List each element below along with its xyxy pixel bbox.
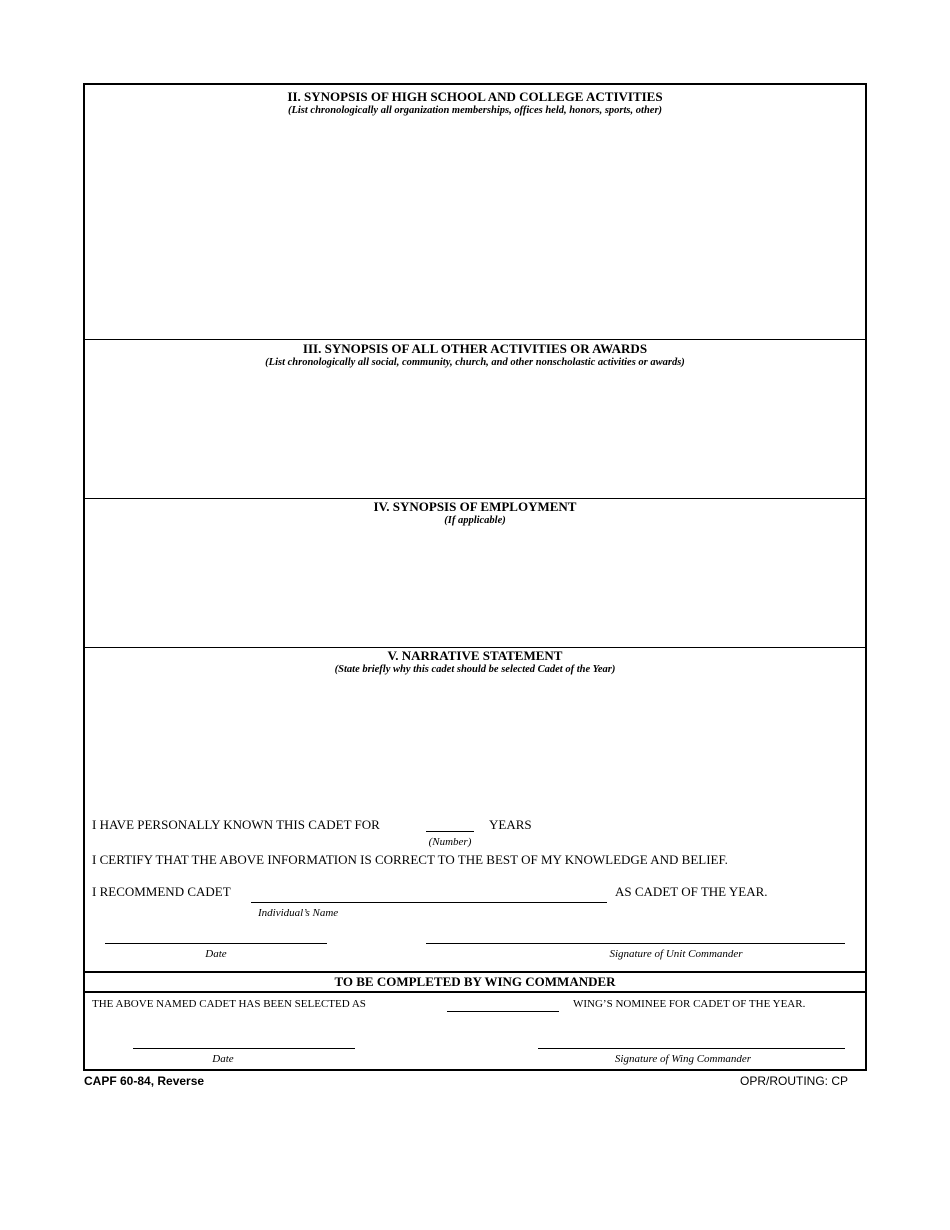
section-ii-subtitle: (List chronologically all organization memberships, offices held, honors, sports, other) [287, 105, 663, 116]
section-ii-title: II. SYNOPSIS OF HIGH SCHOOL AND COLLEGE ACTIVITIES [287, 89, 663, 104]
section-iii-header [85, 341, 865, 369]
section-ii-header [85, 89, 865, 117]
wing-selected-prefix: THE ABOVE NAMED CADET HAS BEEN SELECTED AS [92, 998, 366, 1010]
section-v-header [85, 648, 865, 676]
section-iv-header [85, 499, 865, 527]
number-caption: (Number) [428, 836, 472, 848]
wing-header-title: TO BE COMPLETED BY WING COMMANDER [334, 974, 616, 989]
divider [85, 971, 865, 973]
wing-signature-caption: Signature of Wing Commander [614, 1053, 752, 1065]
recommend-suffix: AS CADET OF THE YEAR. [615, 884, 768, 899]
known-suffix: YEARS [489, 817, 532, 832]
wing-commander-signature-field[interactable] [538, 1048, 845, 1049]
unit-signature-caption: Signature of Unit Commander [609, 948, 743, 960]
wing-header [85, 974, 865, 989]
section-iv-entry-area[interactable] [85, 529, 865, 646]
section-iii-subtitle: (List chronologically all social, community, church, and other nonscholastic activities or awards) [265, 357, 685, 368]
wing-date-field[interactable] [133, 1048, 355, 1049]
section-iv-subtitle: (If applicable) [444, 515, 506, 526]
section-ii-entry-area[interactable] [85, 119, 865, 338]
unit-date-field[interactable] [105, 943, 327, 944]
name-caption: Individual’s Name [258, 907, 339, 919]
wing-date-caption: Date [212, 1053, 234, 1065]
certify-statement: I CERTIFY THAT THE ABOVE INFORMATION IS CORRECT TO THE BEST OF MY KNOWLEDGE AND BELIEF. [92, 852, 728, 867]
section-iii-title: III. SYNOPSIS OF ALL OTHER ACTIVITIES OR AWARDS [302, 341, 648, 356]
form-id: CAPF 60-84, Reverse [84, 1074, 205, 1088]
routing-code: OPR/ROUTING: CP [740, 1074, 849, 1088]
form-frame [83, 83, 867, 1071]
cadet-name-field[interactable] [251, 902, 607, 903]
divider [85, 991, 865, 993]
divider [85, 339, 865, 340]
wing-selected-suffix: WING’S NOMINEE FOR CADET OF THE YEAR. [573, 998, 806, 1010]
section-v-entry-area[interactable] [85, 678, 865, 808]
selected-as-field[interactable] [447, 1011, 559, 1012]
section-iv-title: IV. SYNOPSIS OF EMPLOYMENT [373, 499, 577, 514]
years-known-field[interactable] [426, 831, 474, 832]
section-v-title: V. NARRATIVE STATEMENT [387, 648, 563, 663]
unit-date-caption: Date [205, 948, 227, 960]
known-prefix: I HAVE PERSONALLY KNOWN THIS CADET FOR [92, 817, 380, 832]
section-iii-entry-area[interactable] [85, 371, 865, 497]
unit-commander-signature-field[interactable] [426, 943, 845, 944]
section-v-subtitle: (State briefly why this cadet should be selected Cadet of the Year) [334, 664, 616, 675]
recommend-prefix: I RECOMMEND CADET [92, 884, 231, 899]
